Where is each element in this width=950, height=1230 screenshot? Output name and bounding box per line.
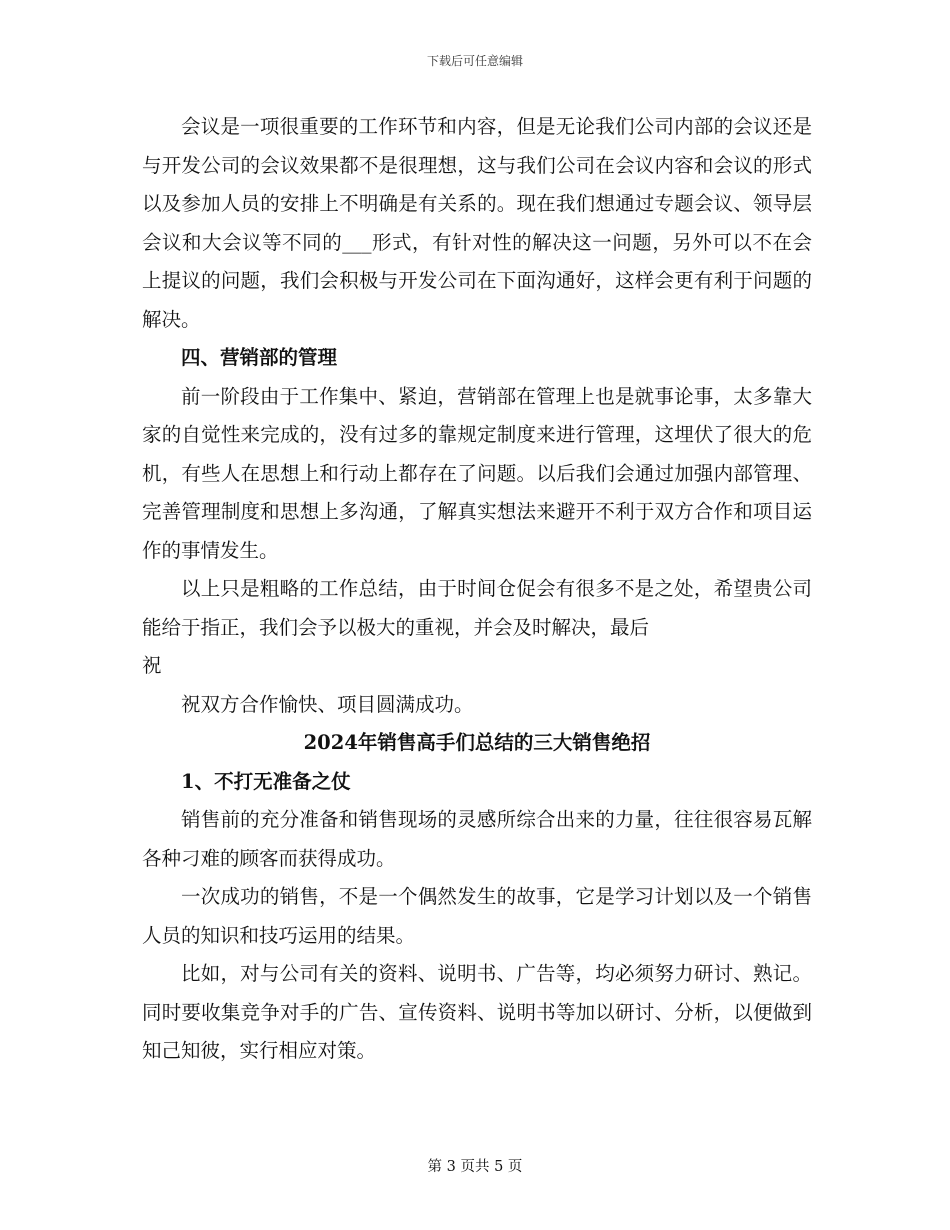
point-1-heading: 1、不打无准备之仗 (181, 769, 351, 793)
section-4-heading: 四、营销部的管理 (181, 346, 338, 369)
meeting-paragraph: 会议是一项很重要的工作环节和内容，但是无论我们公司内部的会议还是与开发公司的会议效果都不是很理想，这与我们公司在会议内容和会议的形式以及参加人员的安排上不明确是有关系的。现在我们想通过专题会议、领导层会议和大会议等不同的___形式，有针对性的解决这一问题，另外可以不在会上提议的问题，我们会积极与开发公司在下面沟通好，这样会更有利于问题的解决。 (142, 115, 812, 331)
section-4-paragraph: 前一阶段由于工作集中、紧迫，营销部在管理上也是就事论事，太多靠大家的自觉性来完成的，没有过多的靠规定制度来进行管理，这埋伏了很大的危机，有些人在思想上和行动上都存在了问题。以后我们会通过加强内部管理、完善管理制度和思想上多沟通，了解真实想法来避开不利于双方合作和项目运作的事情发生。 (142, 384, 812, 562)
point-1-paragraph-3: 比如，对与公司有关的资料、说明书、广告等，均必须努力研讨、熟记。同时要收集竞争对手的广告、宣传资料、说明书等加以研讨、分析，以便做到知己知彼，实行相应对策。 (142, 962, 812, 1062)
page-header-note: 下载后可任意编辑 (426, 54, 523, 68)
closing-wish: 祝双方合作愉快、项目圆满成功。 (181, 692, 474, 716)
point-1-paragraph-2: 一次成功的销售，不是一个偶然发生的故事，它是学习计划以及一个销售人员的知识和技巧运用的结果。 (142, 885, 812, 947)
closing-paragraph (142, 570, 812, 686)
page-number: 第 3 页共 5 页 (427, 1159, 523, 1175)
article-title: 2024年销售高手们总结的三大销售绝招 (303, 731, 651, 754)
point-1-paragraph-1: 销售前的充分准备和销售现场的灵感所综合出来的力量，往往很容易瓦解各种刁难的顾客而获得成功。 (142, 808, 812, 870)
closing-line-2: 祝 (142, 654, 162, 677)
document-body (142, 108, 812, 1071)
closing-line-1: 以上只是粗略的工作总结，由于时间仓促会有很多不是之处，希望贵公司能给于指正，我们会予以极大的重视，并会及时解决，最后 (142, 577, 812, 639)
